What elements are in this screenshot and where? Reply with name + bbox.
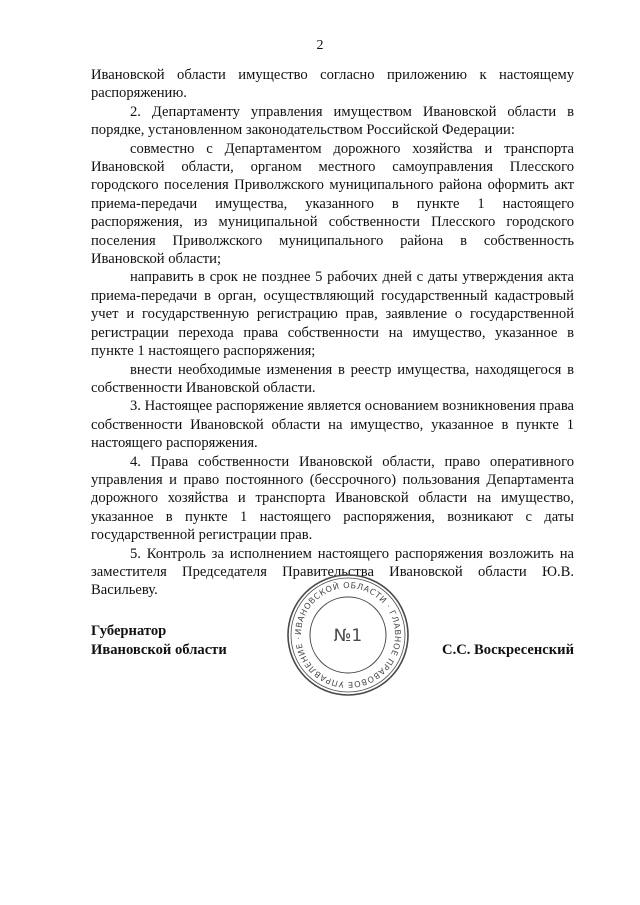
paragraph-3: совместно с Департаментом дорожного хозяйства и транспорта Ивановской области, органом местного самоуправления Плесского городского поселения Приволжского муниципального района оформить акт приема-передачи имущества, указанного в пункте 1 настоящего распоряжения, из муниципальной собственности Плесского городского поселения Приволжского муниципального района в собственность Ивановской области; bbox=[91, 140, 574, 268]
signatory-title-line1: Губернатор bbox=[91, 623, 167, 639]
paragraph-4: направить в срок не позднее 5 рабочих дней с даты утверждения акта приема-передачи в орган, осуществляющий государственный кадастровый учет и государственную регистрацию прав, заявление о государственной регистрации перехода права собственности на имущество, указанное в пункте 1 настоящего распоряжения; bbox=[91, 269, 574, 360]
document-body bbox=[91, 66, 574, 600]
signatory-title-line2: Ивановской области bbox=[91, 642, 227, 658]
page-number: 2 bbox=[316, 38, 324, 53]
paragraph-2: 2. Департаменту управления имуществом Ивановской области в порядке, установленном законодательством Российской Федерации: bbox=[91, 103, 574, 139]
paragraph-7: 4. Права собственности Ивановской области, право оперативного управления и право постоянного (бессрочного) пользования Департамента дорожного хозяйства и транспорта Ивановской области на имущество, указанное в пункте 1 настоящего распоряжения, возникают с даты государственной регистрации прав. bbox=[91, 453, 574, 544]
signatory-name: С.С. Воскресенский bbox=[442, 642, 574, 658]
signatory-title bbox=[91, 622, 227, 660]
seal-number: №1 bbox=[333, 626, 363, 646]
paragraph-6: 3. Настоящее распоряжение является основанием возникновения права собственности Ивановской области на имущество, указанное в пункте 1 настоящего распоряжения. bbox=[91, 398, 574, 452]
paragraph-5: внести необходимые изменения в реестр имущества, находящегося в собственности Ивановской области. bbox=[91, 361, 574, 396]
paragraph-1: Ивановской области имущество согласно приложению к настоящему распоряжению. bbox=[91, 67, 574, 102]
seal-ring-textpath: ИВАНОВСКОЙ ОБЛАСТИ · ГЛАВНОЕ ПРАВОВОЕ УПРАВЛЕНИЕ · bbox=[292, 579, 404, 691]
seal-graphic bbox=[283, 570, 413, 700]
official-seal bbox=[283, 570, 413, 700]
paragraph-8: 5. Контроль за исполнением настоящего распоряжения возложить на заместителя Председателя Правительства Ивановской области Ю.В. Васильеву. bbox=[91, 545, 574, 599]
